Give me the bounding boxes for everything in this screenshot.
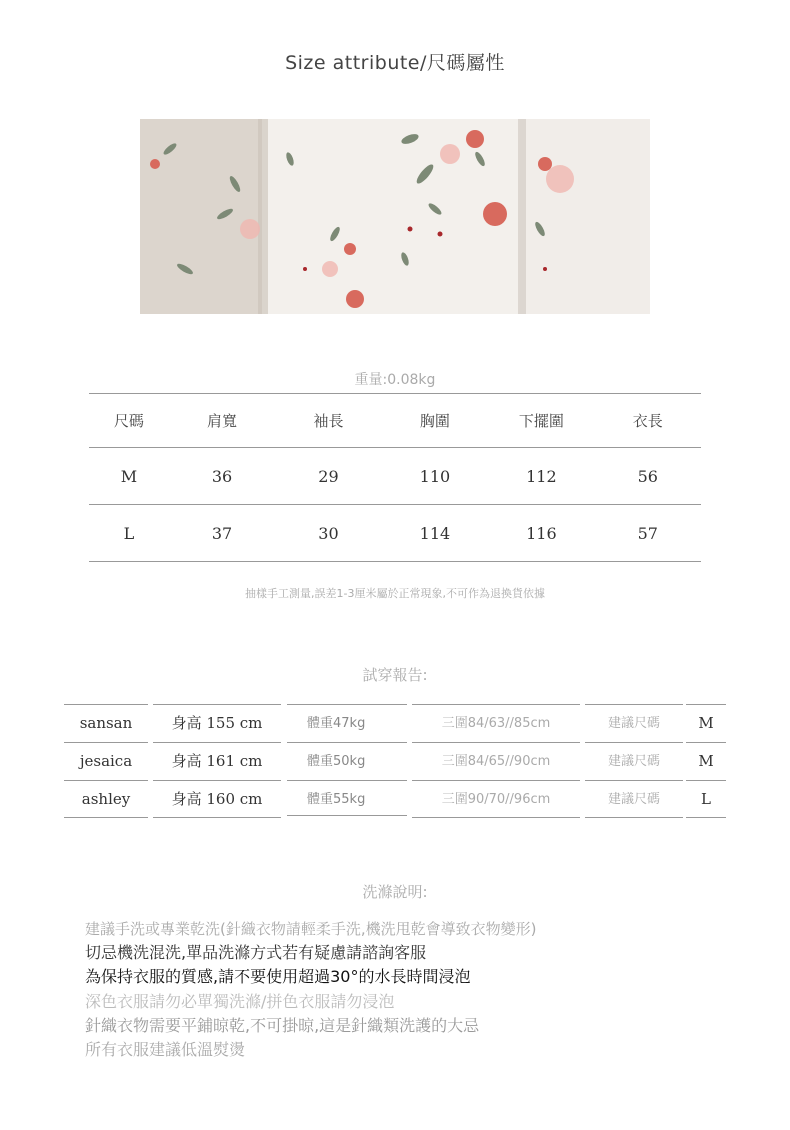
header-cell: 肩寬 (207, 412, 238, 430)
table-cell: 29 (318, 466, 339, 486)
table-cell: 56 (637, 466, 658, 486)
tryon-suggest-label: 建議尺碼 (585, 704, 683, 742)
tryon-measurements: 三圍84/65//90cm (412, 742, 580, 780)
measurement-note: 抽樣手工測量,誤差1-3厘米屬於正常現象,不可作為退換貨依據 (245, 587, 545, 600)
wash-line: 切忌機洗混洗,單品洗滌方式若有疑慮請諮詢客服 (85, 943, 427, 963)
header-cell: 胸圍 (419, 412, 450, 430)
wash-instructions (85, 917, 536, 1062)
table-cell: 112 (526, 466, 557, 486)
table-cell: M (120, 466, 138, 486)
size-table-header (89, 393, 701, 448)
weight-label: 重量:0.08kg (354, 372, 436, 388)
wash-line: 為保持衣服的質感,請不要使用超過30°的水長時間浸泡 (85, 967, 471, 987)
fabric-photo (140, 119, 650, 314)
table-cell: 57 (637, 523, 658, 543)
table-cell: 37 (211, 523, 233, 543)
wash-line: 針織衣物需要平鋪晾乾,不可掛晾,這是針織類洗護的大忌 (85, 1015, 480, 1035)
table-row (89, 448, 701, 505)
tryon-weight: 體重55kg (287, 780, 407, 816)
header-cell: 尺碼 (113, 412, 144, 430)
tryon-measurements: 三圍90/70//96cm (412, 780, 580, 818)
table-row (89, 505, 701, 562)
tryon-suggest-label: 建議尺碼 (585, 742, 683, 780)
size-table (89, 393, 701, 562)
wash-line: 所有衣服建議低溫熨燙 (85, 1039, 246, 1059)
table-cell: 110 (419, 466, 451, 486)
tryon-weight: 體重50kg (287, 742, 407, 779)
tryon-measurements: 三圍84/63//85cm (412, 704, 580, 742)
wash-title: 洗滌說明: (362, 883, 428, 901)
table-cell: 36 (211, 466, 233, 486)
header-cell: 衣長 (632, 412, 663, 430)
wash-line: 深色衣服請勿必單獨洗滌/拼色衣服請勿浸泡 (85, 991, 395, 1011)
table-cell: 30 (318, 523, 339, 543)
tryon-height: 身高 155 cm (153, 704, 281, 742)
tryon-weight: 體重47kg (287, 704, 407, 741)
tryon-title: 試穿報告: (362, 666, 428, 684)
tryon-height: 身高 161 cm (153, 742, 281, 780)
table-cell: 116 (526, 523, 557, 543)
tryon-size: M (686, 742, 726, 780)
tryon-size: M (686, 704, 726, 742)
tryon-height: 身高 160 cm (153, 780, 281, 818)
header-cell: 下擺圍 (518, 412, 564, 430)
tryon-name: jesaica (64, 742, 148, 780)
tryon-name: ashley (64, 780, 148, 818)
page-title: Size attribute/尺碼屬性 (285, 52, 505, 74)
wash-line: 建議手洗或專業乾洗(針織衣物請輕柔手洗,機洗甩乾會導致衣物變形) (85, 920, 537, 938)
tryon-size: L (686, 780, 726, 818)
tryon-suggest-label: 建議尺碼 (585, 780, 683, 818)
header-cell: 袖長 (313, 412, 344, 430)
tryon-name: sansan (64, 704, 148, 742)
table-cell: L (123, 523, 135, 543)
table-cell: 114 (419, 523, 451, 543)
